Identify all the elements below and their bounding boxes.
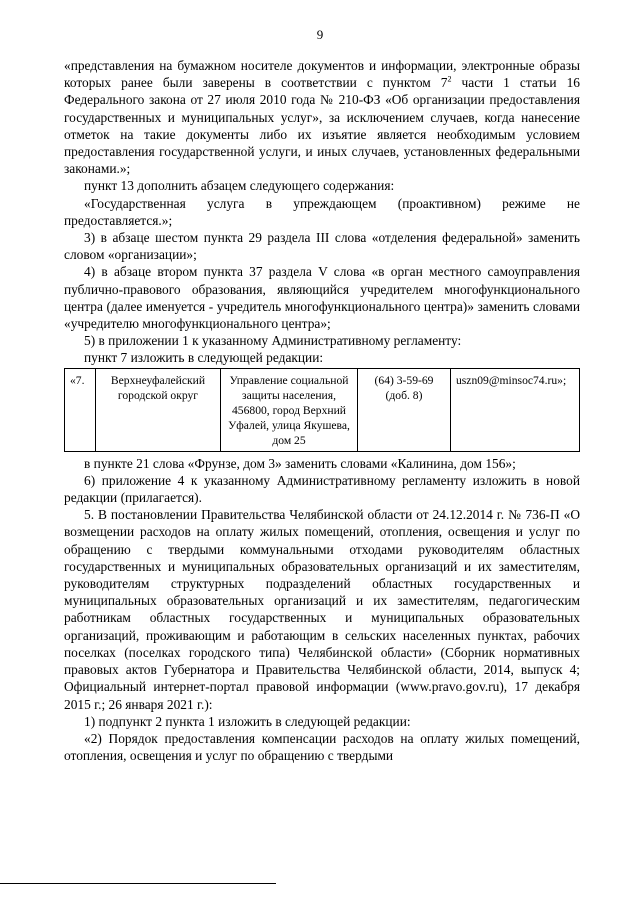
table-cell-email: uszn09@minsoc74.ru»; [451, 368, 580, 451]
paragraph-1-superscript: 2 [447, 74, 452, 84]
paragraph-10: 5. В постановлении Правительства Челябинской области от 24.12.2014 г. № 736-П «О возмещении расходов на оплату жилых помещений, отопления, освещения и услуг по обращению с твердыми коммунальными отходами руководителям областных государственных и муниципальных образовательных организаций и их заместителям, руководителям структурных подразделений областных государственных и муниципальных образовательных организаций и их заместителям, педагогическим работникам областных государственных и муниципальных образовательных организаций, проживающим и работающим в сельских населенных пунктах, рабочих поселках (поселках городского типа) Челябинской области» (Сборник нормативных правовых актов Губернатора и Правительства Челябинской области, 2014, выпуск 4; Официальный интернет-портал правовой информации (www.pravo.gov.ru), 17 декабря 2015 г.; 26 января 2021 г.): [64, 507, 580, 712]
paragraph-2: пункт 13 дополнить абзацем следующего содержания: [84, 178, 395, 194]
table-cell-organization: Управление социальной защиты населения, 456800, город Верхний Уфалей, улица Якушева, дом 25 [221, 368, 358, 451]
table-cell-municipality: Верхнеуфалейский городской округ [96, 368, 221, 451]
paragraph-11: 1) подпункт 2 пункта 1 изложить в следующей редакции: [84, 713, 411, 729]
paragraph-8: в пункте 21 слова «Фрунзе, дом 3» заменить словами «Калинина, дом 156»; [84, 455, 516, 471]
page-number: 9 [316, 27, 324, 42]
table-cell-phone: (64) 3-59-69 (доб. 8) [358, 368, 451, 451]
document-body [64, 57, 580, 764]
paragraph-3: «Государственная услуга в упреждающем (проактивном) режиме не предоставляется.»; [64, 195, 580, 228]
address-table [64, 368, 580, 452]
footnote-divider [0, 883, 276, 884]
paragraph-1-part-b: части 1 статьи 16 Федерального закона от 27 июля 2010 года № 210-ФЗ «Об организации предоставления государственных и муниципальных услуг», за исключением случаев, когда нанесение отметок на такие документы либо их изъятие является необходимым условием предоставления государственной услуги, и иных случаев, установленных федеральными законами.»; [64, 75, 581, 177]
paragraph-9: 6) приложение 4 к указанному Административному регламенту изложить в новой редакции (прилагается). [64, 472, 580, 506]
paragraph-12: «2) Порядок предоставления компенсации расходов на оплату жилых помещений, отопления, освещения и услуг по обращению с твердыми [64, 730, 580, 764]
paragraph-1-part-a: «представления на бумажном носителе документов и информации, электронные образы которых ранее были заверены в соответствии с пунктом 7 [64, 58, 580, 91]
paragraph-4: 3) в абзаце шестом пункта 29 раздела III слова «отделения федеральной» заменить словом «организации»; [64, 230, 580, 263]
table-cell-number: «7. [65, 368, 96, 451]
paragraph-7: пункт 7 изложить в следующей редакции: [84, 350, 324, 366]
paragraph-5: 4) в абзаце втором пункта 37 раздела V слова «в орган местного самоуправления публично-правового образования, являющийся учредителем многофункционального центра (далее именуется - учредитель многофункционального центра)» заменить словами «учредителю многофункционального центра»; [64, 264, 580, 332]
table-row [65, 368, 580, 451]
paragraph-6: 5) в приложении 1 к указанному Административному регламенту: [84, 333, 462, 349]
paragraph-1 [64, 57, 580, 177]
